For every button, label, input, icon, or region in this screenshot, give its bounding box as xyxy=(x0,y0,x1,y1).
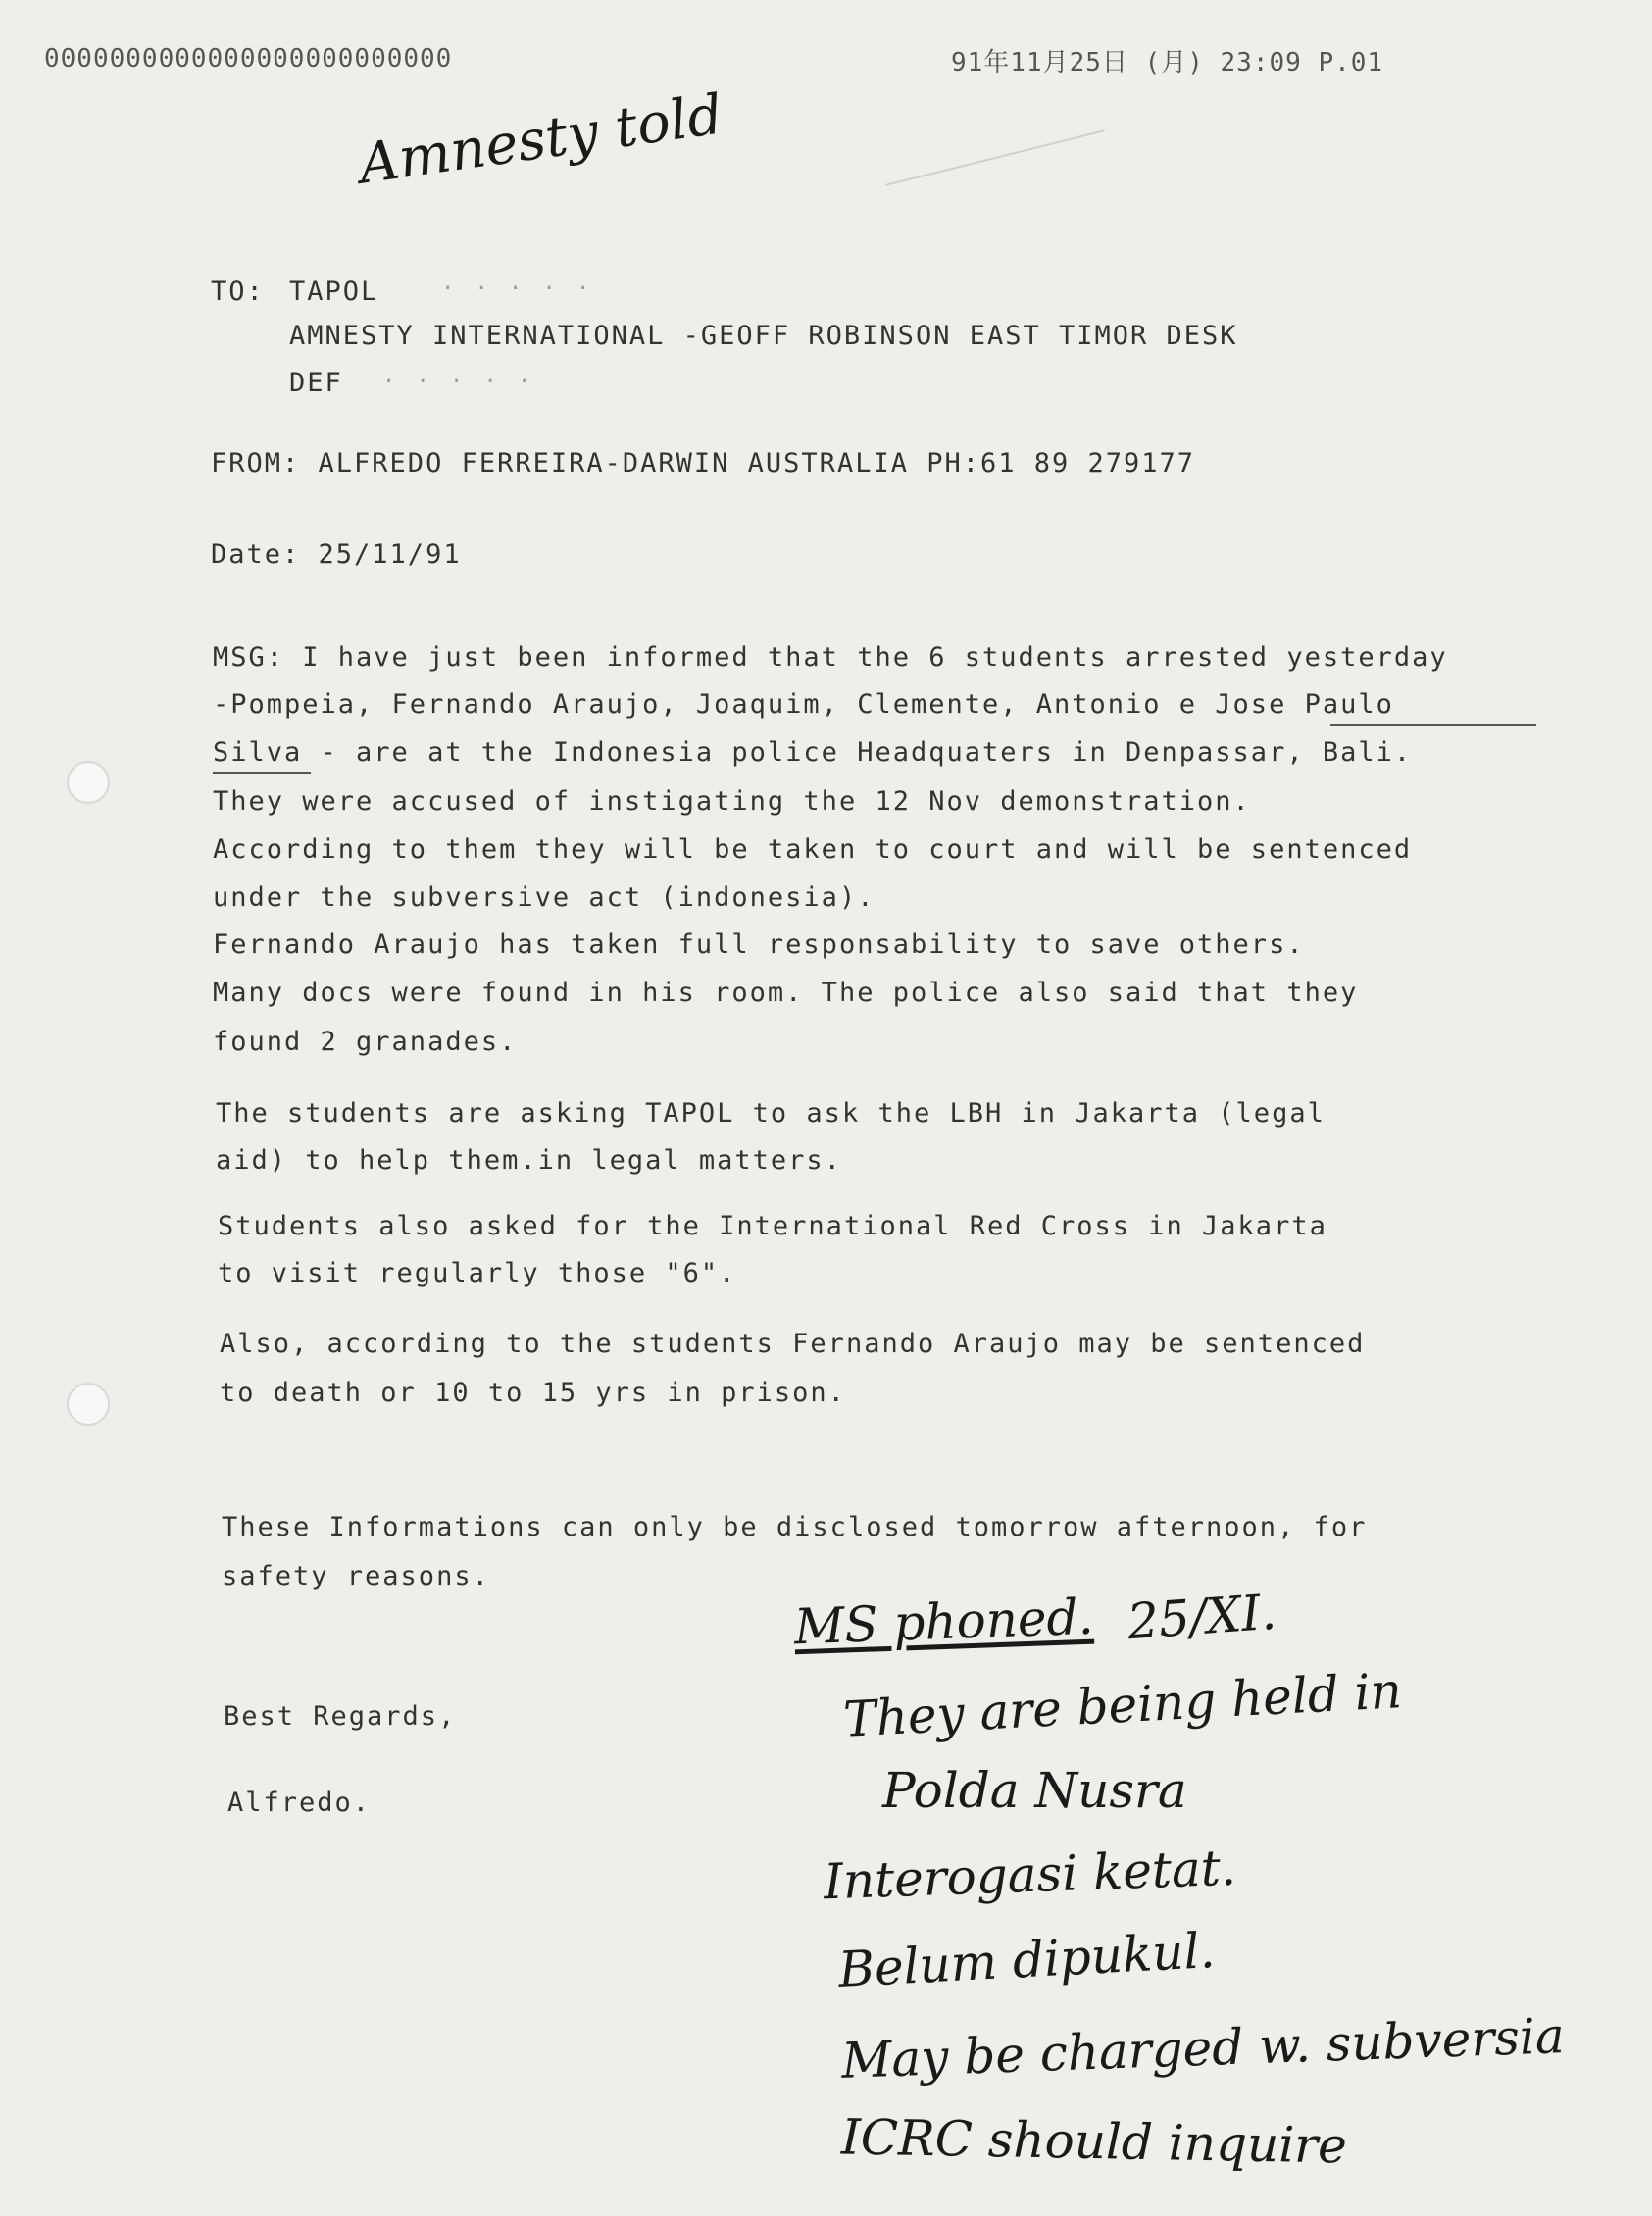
to-smudged-number-1: · · · · · xyxy=(441,277,594,301)
handwritten-amnesty-told: Amnesty told xyxy=(355,82,727,197)
hole-punch-bottom xyxy=(67,1383,110,1426)
para3-line-1: Students also asked for the International Red Cross in Jakarta xyxy=(218,1211,1327,1241)
para3-line-2: to visit regularly those "6". xyxy=(218,1258,737,1288)
msg-line-4: They were accused of instigating the 12 Nov demonstration. xyxy=(213,786,1251,817)
hole-punch-top xyxy=(67,761,110,804)
handwritten-note-line-6: ICRC should inquire xyxy=(840,2108,1348,2175)
closing: Best Regards, xyxy=(224,1701,457,1732)
msg-line-5: According to them they will be taken to court and will be sentenced xyxy=(213,834,1413,865)
signature-typed: Alfredo. xyxy=(227,1788,372,1818)
para5-line-2: safety reasons. xyxy=(222,1561,490,1591)
to-recipient-amnesty: AMNESTY INTERNATIONAL -GEOFF ROBINSON EAST TIMOR DESK xyxy=(289,321,1238,351)
para5-line-1: These Informations can only be disclosed tomorrow afternoon, for xyxy=(222,1512,1368,1542)
to-recipient-def: DEF xyxy=(289,368,343,398)
handwritten-ms-phoned: MS phoned. xyxy=(793,1587,1095,1656)
fax-header-left: 0000000000000000000000000 xyxy=(44,44,453,74)
msg-line-2: -Pompeia, Fernando Araujo, Joaquim, Clemente, Antonio e Jose Paulo xyxy=(213,689,1394,720)
para2-line-2: aid) to help them.in legal matters. xyxy=(216,1145,842,1176)
to-smudged-number-2: · · · · · xyxy=(382,370,535,394)
date-line: Date: 25/11/91 xyxy=(211,539,462,570)
msg-line-8: Many docs were found in his room. The police also said that they xyxy=(213,978,1359,1008)
handwritten-note-line-5: May be charged w. subversia xyxy=(840,2007,1566,2090)
para4-line-1: Also, according to the students Fernando Araujo may be sentenced xyxy=(220,1329,1366,1359)
msg-line-3: Silva - are at the Indonesia police Headquaters in Denpassar, Bali. xyxy=(213,737,1413,768)
scan-streak xyxy=(885,129,1105,186)
fax-header-right: 91年11月25日 (月) 23:09 P.01 xyxy=(951,48,1384,77)
handwritten-date: 25/XI. xyxy=(1126,1583,1278,1651)
handwritten-note-line-2: Polda Nusra xyxy=(882,1762,1187,1819)
handwritten-note-line-4: Belum dipukul. xyxy=(836,1921,1217,1999)
to-label: TO: xyxy=(211,277,265,307)
para4-line-2: to death or 10 to 15 yrs in prison. xyxy=(220,1378,846,1408)
to-recipient-tapol: TAPOL xyxy=(289,277,379,307)
pen-underline-2 xyxy=(213,772,311,774)
para2-line-1: The students are asking TAPOL to ask the LBH in Jakarta (legal xyxy=(216,1098,1326,1129)
handwritten-note-line-3: Interogasi ketat. xyxy=(823,1838,1237,1911)
msg-line-9: found 2 granades. xyxy=(213,1027,518,1057)
msg-line-7: Fernando Araujo has taken full responsability to save others. xyxy=(213,930,1305,960)
msg-line-1: MSG: I have just been informed that the 6 students arrested yesterday xyxy=(213,642,1448,673)
handwritten-note-line-1: They are being held in xyxy=(841,1662,1404,1748)
msg-line-6: under the subversive act (indonesia). xyxy=(213,882,876,913)
pen-underline-1 xyxy=(1330,724,1536,726)
from-line: FROM: ALFREDO FERREIRA-DARWIN AUSTRALIA PH:61 89 279177 xyxy=(211,448,1196,478)
